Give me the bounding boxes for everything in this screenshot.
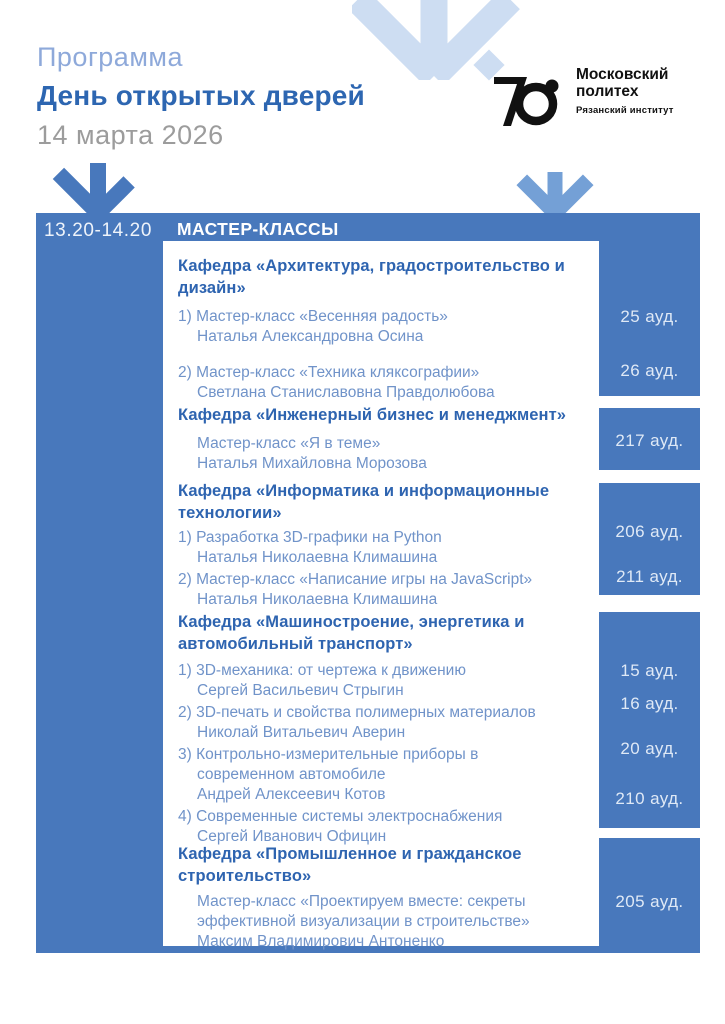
room-label: 15 ауд.: [620, 661, 679, 680]
page-title: День открытых дверей: [37, 80, 365, 111]
masterclass-item: [178, 703, 576, 743]
masterclass-title: 3) Контрольно-измерительные приборы в современном автомобиле: [178, 746, 479, 783]
presenter-name: Николай Витальевич Аверин: [197, 724, 406, 741]
presenter-name: Светлана Станиславовна Правдолюбова: [197, 384, 495, 401]
masterclass-item: [178, 745, 576, 805]
room-label: 26 ауд.: [620, 361, 679, 380]
schedule-card: [163, 241, 595, 950]
department-section-construction: [178, 843, 576, 952]
room-label: 25 ауд.: [620, 307, 679, 326]
department-title: Кафедра «Машиностроение, энергетика и автомобильный транспорт»: [178, 613, 525, 653]
room-label: 206 ауд.: [615, 522, 684, 541]
room-label: 205 ауд.: [615, 892, 684, 911]
anniversary-70-icon: [490, 74, 564, 130]
presenter-name: Наталья Николаевна Климашина: [197, 591, 438, 608]
time-slot: 13.20-14.20: [44, 220, 153, 241]
department-section-machinery: [178, 611, 576, 847]
program-kicker: Программа: [37, 42, 183, 72]
masterclass-item: [178, 307, 576, 347]
masterclass-item: [178, 892, 576, 952]
presenter-name: Андрей Алексеевич Котов: [197, 786, 386, 803]
logo-line3: Рязанский институт: [576, 105, 674, 116]
masterclass-title: 2) 3D-печать и свойства полимерных материалов: [178, 704, 536, 721]
presenter-name: Максим Владимирович Антоненко: [197, 933, 445, 950]
masterclass-title: 4) Современные системы электроснабжения: [178, 808, 503, 825]
masterclass-item: [178, 528, 576, 568]
masterclass-item: [178, 363, 576, 403]
wings-arrow-right-icon: [505, 169, 605, 213]
masterclass-item: [178, 807, 576, 847]
room-label: 210 ауд.: [615, 789, 684, 808]
masterclass-title: 1) 3D-механика: от чертежа к движению: [178, 662, 466, 679]
presenter-name: Наталья Александровна Осина: [197, 328, 424, 345]
masterclass-title: 1) Мастер-класс «Весенняя радость»: [178, 308, 448, 325]
room-label: 16 ауд.: [620, 694, 679, 713]
masterclass-title: Мастер-класс «Я в теме»: [197, 435, 381, 452]
presenter-name: Наталья Николаевна Климашина: [197, 549, 438, 566]
presenter-name: Наталья Михайловна Морозова: [197, 455, 427, 472]
masterclass-header: МАСТЕР-КЛАССЫ: [177, 219, 339, 239]
masterclass-title: 2) Мастер-класс «Написание игры на JavaScript»: [178, 571, 533, 588]
department-section-informatics: [178, 480, 576, 610]
logo-text: [576, 66, 674, 119]
presenter-name: Сергей Иванович Официн: [197, 828, 387, 845]
university-logo: [490, 66, 674, 130]
masterclass-item: [178, 434, 576, 474]
room-label: 211 ауд.: [616, 567, 683, 586]
department-section-architecture: [178, 255, 576, 403]
logo-line1: Московский: [576, 66, 669, 83]
department-title: Кафедра «Архитектура, градостроительство и дизайн»: [178, 257, 565, 297]
presenter-name: Сергей Васильевич Стрыгин: [197, 682, 404, 699]
masterclass-item: [178, 661, 576, 701]
wings-arrow-left-icon: [28, 160, 138, 213]
room-label: 217 ауд.: [615, 431, 684, 450]
department-title: Кафедра «Промышленное и гражданское строительство»: [178, 845, 522, 885]
masterclass-item: [178, 570, 576, 610]
room-label: 20 ауд.: [620, 739, 679, 758]
event-date: 14 марта 2026: [37, 120, 224, 150]
department-section-business: [178, 404, 576, 474]
masterclass-title: Мастер-класс «Проектируем вместе: секреты эффективной визуализации в строительстве»: [197, 893, 530, 930]
department-title: Кафедра «Информатика и информационные технологии»: [178, 482, 550, 522]
logo-line2: политех: [576, 83, 639, 100]
masterclass-title: 2) Мастер-класс «Техника кляксографии»: [178, 364, 480, 381]
department-title: Кафедра «Инженерный бизнес и менеджмент»: [178, 406, 567, 424]
masterclass-title: 1) Разработка 3D-графики на Python: [178, 529, 442, 546]
